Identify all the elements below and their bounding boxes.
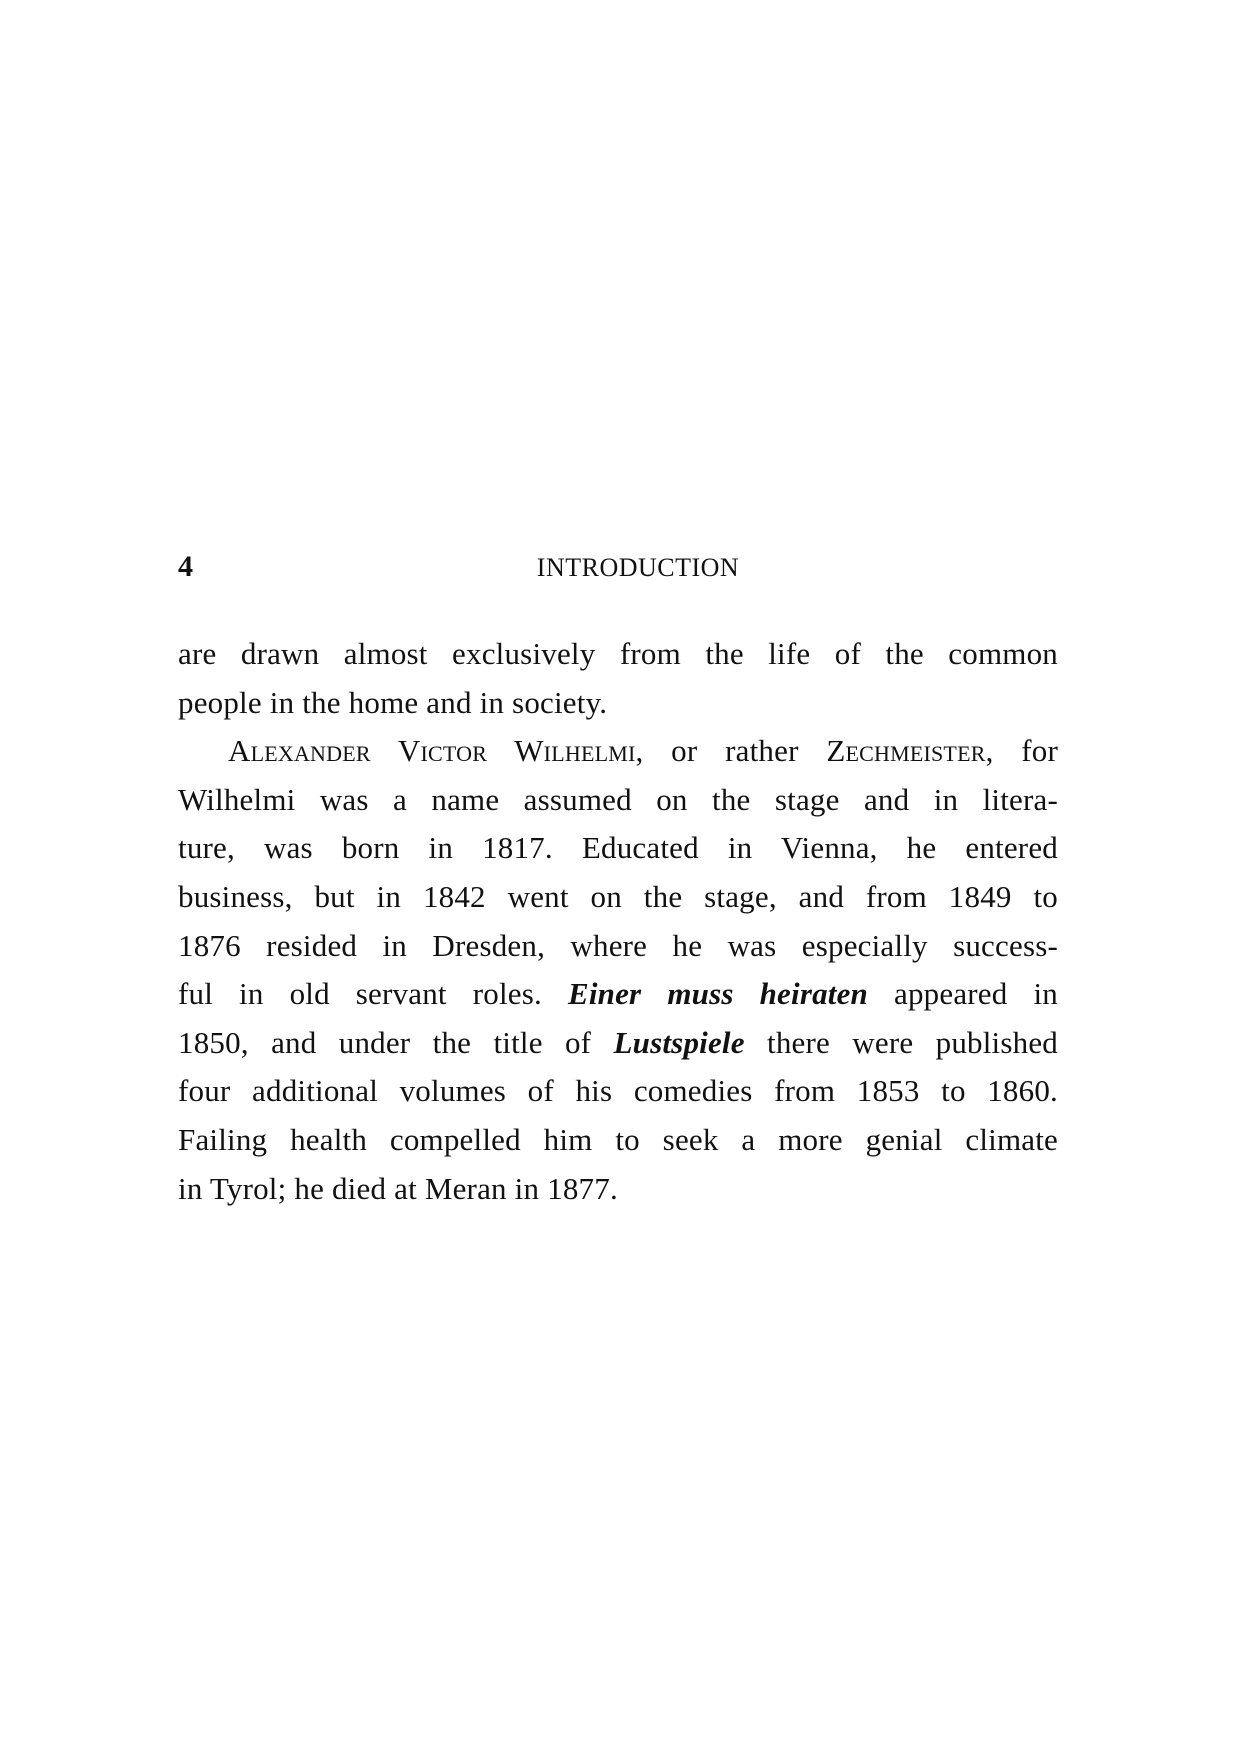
text-run: 1850, and under the title of	[178, 1024, 614, 1060]
work-title: Lustspiele	[613, 1024, 745, 1060]
paragraph	[178, 727, 1058, 1213]
author-surname: Zechmeister	[826, 733, 986, 769]
text-line: people in the home and in society.	[178, 684, 608, 720]
text-run: appeared in	[868, 976, 1058, 1012]
text-line: are drawn almost exclusively from the life of the common	[178, 636, 1058, 671]
text-run: ful in old servant roles.	[178, 976, 568, 1012]
text-run: , for	[985, 733, 1058, 769]
text-line	[178, 1019, 1058, 1068]
paragraph	[178, 630, 1058, 727]
running-head	[178, 550, 1058, 590]
running-title: INTRODUCTION	[536, 553, 740, 582]
text-line: Failing health compelled him to seek a more genial climate	[178, 1121, 1058, 1157]
text-line	[178, 970, 1058, 1019]
text-line: four additional volumes of his comedies from 1853 to 1860.	[178, 1073, 1058, 1109]
body-text	[178, 630, 1058, 1213]
text-run: , or rather	[635, 733, 827, 769]
work-title: Einer muss heiraten	[567, 976, 868, 1012]
text-run: there were published	[744, 1024, 1058, 1060]
text-line: Wilhelmi was a name assumed on the stage and in litera-	[178, 781, 1058, 817]
text-line: in Tyrol; he died at Meran in 1877.	[178, 1170, 618, 1206]
text-line: business, but in 1842 went on the stage, and from 1849 to	[178, 878, 1058, 914]
text-line	[178, 727, 1058, 776]
page-number: 4	[178, 550, 193, 583]
text-line: ture, was born in 1817. Educated in Vienna, he entered	[178, 830, 1058, 866]
text-line: 1876 resided in Dresden, where he was especially success-	[178, 927, 1058, 963]
author-name: Alexander Victor Wilhelmi	[228, 733, 636, 769]
